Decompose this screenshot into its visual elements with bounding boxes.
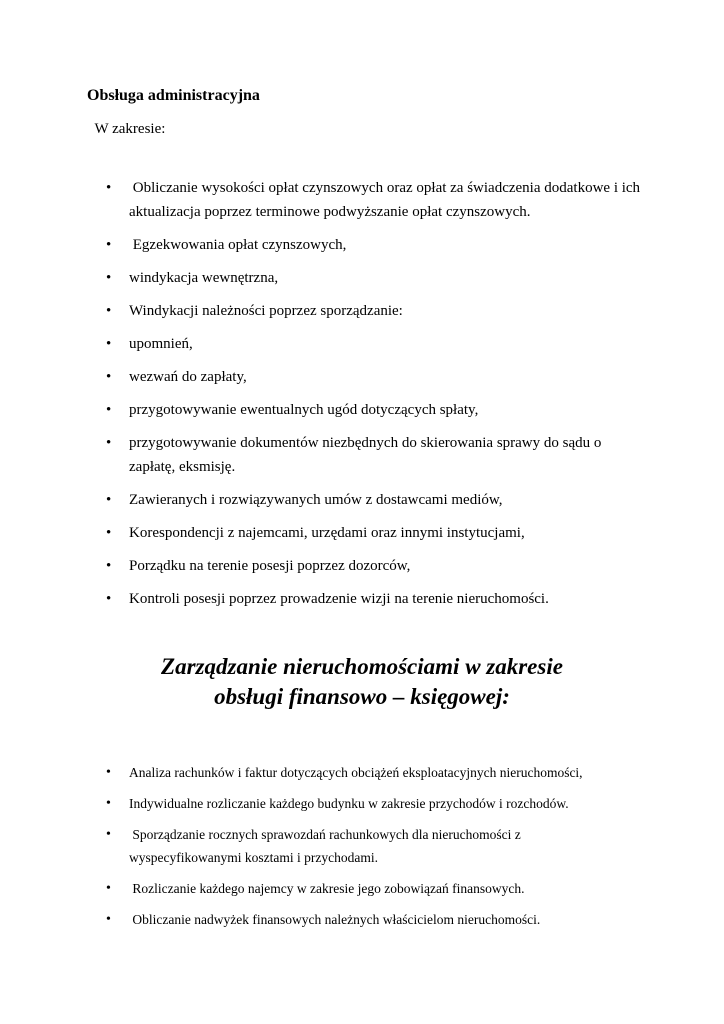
list-item: • windykacja wewnętrzna, [0,266,724,290]
list-item: • Obliczanie nadwyżek finansowych należnych właścicielom nieruchomości. [0,908,724,931]
list-item: • Analiza rachunków i faktur dotyczących obciążeń eksploatacyjnych nieruchomości, [0,761,724,784]
list-item: • upomnień, [0,332,724,356]
section-heading-finance [0,652,724,712]
list-item: • Windykacji należności poprzez sporządzanie: [0,299,724,323]
section-heading-finance-line1: Zarządzanie nieruchomościami w zakresie [161,654,563,679]
list-item: • Rozliczanie każdego najemcy w zakresie jego zobowiązań finansowych. [0,877,724,900]
list-item: • wezwań do zapłaty, [0,365,724,389]
list-item: • przygotowywanie ewentualnych ugód dotyczących spłaty, [0,398,724,422]
list-item: • przygotowywanie dokumentów niezbędnych do skierowania sprawy do sądu o zapłatę, eksmisję. [0,431,724,479]
section-heading-finance-line2: obsługi finansowo – księgowej: [214,684,510,709]
list-item: • Porządku na terenie posesji poprzez dozorców, [0,554,724,578]
list-item: • Egzekwowania opłat czynszowych, [0,233,724,257]
administration-list [0,176,724,620]
section-intro: W zakresie: [91,121,166,137]
section-heading-administration: Obsługa administracyjna [87,87,260,104]
list-item: • Obliczanie wysokości opłat czynszowych oraz opłat za świadczenia dodatkowe i ich aktualizacja poprzez terminowe podwyższanie opłat czynszowych. [0,176,724,224]
list-item: • Indywidualne rozliczanie każdego budynku w zakresie przychodów i rozchodów. [0,792,724,815]
list-item: • Sporządzanie rocznych sprawozdań rachunkowych dla nieruchomości z wyspecyfikowanymi kosztami i przychodami. [0,823,724,869]
list-item: • Zawieranych i rozwiązywanych umów z dostawcami mediów, [0,488,724,512]
finance-list [0,761,724,939]
list-item: • Korespondencji z najemcami, urzędami oraz innymi instytucjami, [0,521,724,545]
list-item: • Kontroli posesji poprzez prowadzenie wizji na terenie nieruchomości. [0,587,724,611]
